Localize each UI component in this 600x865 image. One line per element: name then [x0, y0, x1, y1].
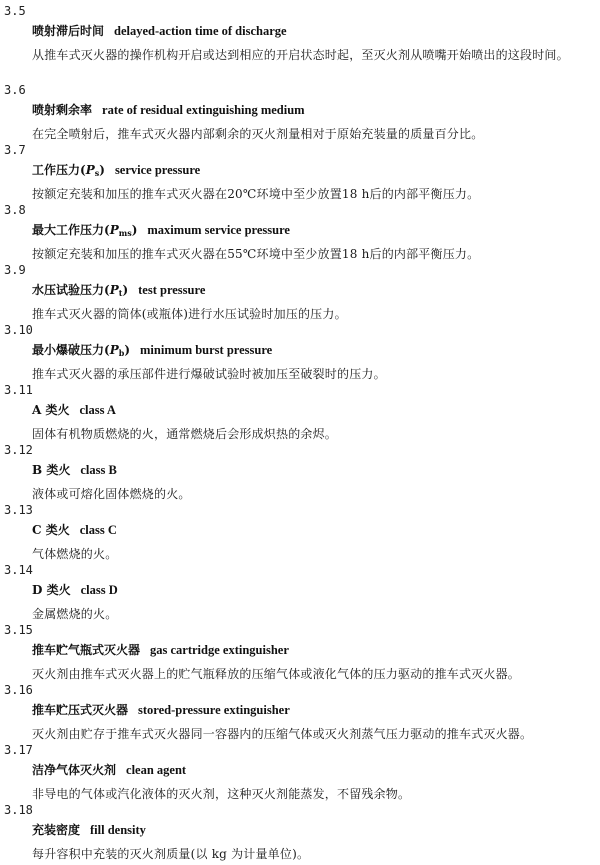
term-heading [32, 583, 118, 598]
entry-number: 3.12 [4, 443, 33, 457]
entry-number: 3.9 [4, 263, 26, 277]
term-heading: 最小爆破压力$(P_b)$ minimum burst pressure [32, 343, 273, 358]
term-en: class A [79, 403, 116, 417]
term-heading [32, 703, 290, 718]
symbol-subscript: s [94, 168, 100, 178]
entry-number: 3.11 [4, 383, 33, 397]
term-en: fill density [90, 823, 146, 837]
term-zh: 水压试验压力 [32, 283, 105, 297]
term-heading: 水压试验压力$(P_t)$ test pressure [32, 283, 206, 298]
definition: 按额定充装和加压的推车式灭火器在55℃环境中至少放置18 h后的内部平衡压力。 [32, 247, 480, 261]
term-heading [32, 103, 305, 118]
term-heading [32, 823, 146, 838]
term-en: gas cartridge extinguisher [150, 643, 289, 657]
entry-number: 3.16 [4, 683, 33, 697]
term-zh: 推车贮气瓶式灭火器 [32, 643, 141, 657]
term-en: delayed-action time of discharge [114, 24, 287, 38]
definition: 气体燃烧的火。 [32, 547, 118, 561]
term-heading: 最大工作压力$(P_{ms})$ maximum service pressure [32, 223, 290, 238]
entry-number: 3.13 [4, 503, 33, 517]
term-heading [32, 24, 287, 39]
term-en: class B [80, 463, 117, 477]
term-heading [32, 403, 116, 418]
term-zh: 推车贮压式灭火器 [32, 703, 129, 717]
definition: 在完全喷射后，推车式灭火器内部剩余的灭火剂量相对于原始充装量的质量百分比。 [32, 127, 484, 141]
entry-number: 3.18 [4, 803, 33, 817]
entry-number: 3.10 [4, 323, 33, 337]
term-zh: 喷射剩余率 [32, 103, 93, 117]
symbol-subscript: ms [118, 228, 132, 238]
term-en: class C [79, 523, 117, 537]
definition: 按额定充装和加压的推车式灭火器在20℃环境中至少放置18 h后的内部平衡压力。 [32, 187, 480, 201]
entry-number: 3.17 [4, 743, 33, 757]
term-en: stored-pressure extinguisher [138, 703, 290, 717]
term-zh: 最大工作压力 [32, 223, 105, 237]
definition: 灭火剂由贮存于推车式灭火器同一容器内的压缩气体或灭火剂蒸气压力驱动的推车式灭火器。 [32, 727, 533, 741]
term-zh: 充装密度 [32, 823, 81, 837]
term-zh: 喷射滞后时间 [32, 24, 105, 38]
symbol-subscript: b [118, 348, 125, 358]
symbol: P [109, 283, 119, 297]
entry-number: 3.14 [4, 563, 33, 577]
definition: 每升容积中充装的灭火剂质量(以 kg 为计量单位)。 [32, 847, 310, 861]
term-en: maximum service pressure [147, 223, 290, 237]
term-zh: 洁净气体灭火剂 [32, 763, 117, 777]
symbol: P [109, 343, 119, 357]
symbol-subscript: t [118, 288, 123, 298]
term-en: service pressure [114, 163, 201, 177]
term-heading [32, 523, 117, 538]
term-zh: 最小爆破压力 [32, 343, 105, 357]
definition: 灭火剂由推车式灭火器上的贮气瓶释放的压缩气体或液化气体的压力驱动的推车式灭火器。 [32, 667, 521, 681]
term-zh: A 类火 [32, 403, 70, 417]
symbol: P [109, 223, 119, 237]
entry-number: 3.8 [4, 203, 26, 217]
definition: 推车式灭火器的承压部件进行爆破试验时被加压至破裂时的压力。 [32, 367, 386, 381]
entry-number: 3.5 [4, 4, 26, 18]
term-heading [32, 763, 186, 778]
definition: 非导电的气体或汽化液体的灭火剂，这种灭火剂能蒸发，不留残余物。 [32, 787, 411, 801]
term-zh: C 类火 [32, 523, 70, 537]
term-en: clean agent [126, 763, 187, 777]
term-heading [32, 643, 289, 658]
entry-number: 3.15 [4, 623, 33, 637]
term-en: minimum burst pressure [140, 343, 273, 357]
term-heading: 工作压力$(P_s)$ service pressure [32, 163, 201, 178]
term-en: rate of residual extinguishing medium [102, 103, 305, 117]
term-en: class D [80, 583, 118, 597]
definition: 从推车式灭火器的操作机构开启或达到相应的开启状态时起，至灭火剂从喷嘴开始喷出的这段时间。 [32, 48, 569, 62]
term-zh: B 类火 [32, 463, 71, 477]
definition: 推车式灭火器的筒体(或瓶体)进行水压试验时加压的压力。 [32, 307, 347, 321]
term-zh: 工作压力 [32, 163, 81, 177]
entry-number: 3.7 [4, 143, 26, 157]
entry-number: 3.6 [4, 83, 26, 97]
symbol: P [85, 163, 95, 177]
definition: 液体或可熔化固体燃烧的火。 [32, 487, 191, 501]
term-en: test pressure [138, 283, 206, 297]
term-zh: D 类火 [32, 583, 71, 597]
definition: 金属燃烧的火。 [32, 607, 118, 621]
term-heading [32, 463, 117, 478]
definition: 固体有机物质燃烧的火，通常燃烧后会形成炽热的余烬。 [32, 427, 338, 441]
